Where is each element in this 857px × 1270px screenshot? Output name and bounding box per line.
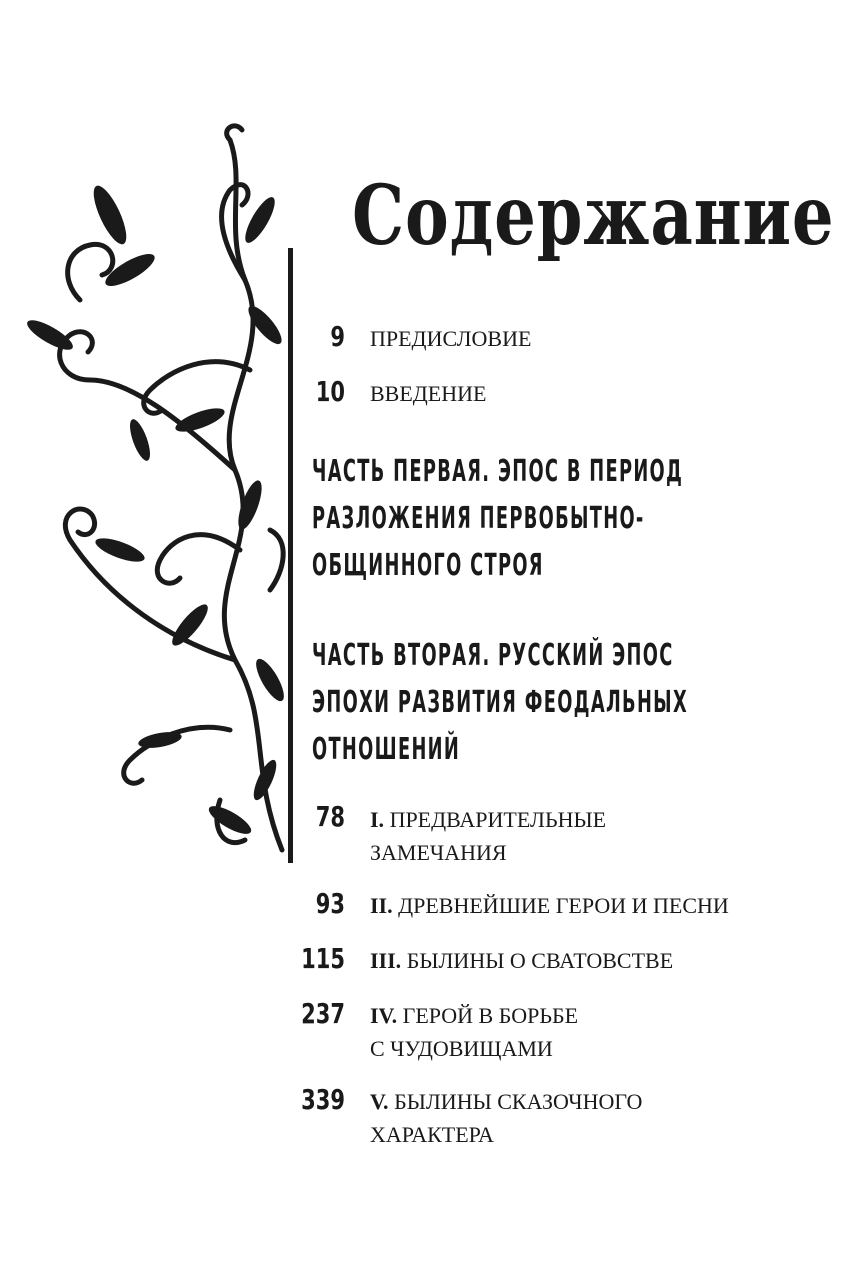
part-heading-line: ОТНОШЕНИЙ xyxy=(312,732,461,767)
page-number: 9 xyxy=(330,320,345,353)
toc-entry-chapter-4 xyxy=(370,999,578,1065)
chapter-numeral: V. xyxy=(370,1089,389,1114)
chapter-title: ПРЕДВАРИТЕЛЬНЫЕ xyxy=(389,807,607,832)
chapter-title: ДРЕВНЕЙШИЕ ГЕРОИ И ПЕСНИ xyxy=(398,893,729,918)
chapter-numeral: I. xyxy=(370,807,385,832)
part-heading-line: ЭПОХИ РАЗВИТИЯ ФЕОДАЛЬНЫХ xyxy=(312,685,689,720)
chapter-numeral: III. xyxy=(370,948,402,973)
part-heading-line: ЧАСТЬ ВТОРАЯ. РУССКИЙ ЭПОС xyxy=(312,638,674,673)
toc-entry-chapter-1 xyxy=(370,803,606,869)
part-heading-second xyxy=(312,632,734,773)
page-number: 78 xyxy=(315,800,345,833)
toc-entry-preface: ПРЕДИСЛОВИЕ xyxy=(370,326,532,351)
page-title: Содержание xyxy=(352,168,835,264)
toc-entry-chapter-2 xyxy=(370,889,729,922)
toc-entry-chapter-5 xyxy=(370,1085,642,1151)
toc-entry-chapter-3 xyxy=(370,944,673,977)
chapter-numeral: IV. xyxy=(370,1003,398,1028)
chapter-title-continued: С ЧУДОВИЩАМИ xyxy=(370,1036,553,1061)
page-number: 115 xyxy=(301,942,345,975)
chapter-title: БЫЛИНЫ О СВАТОВСТВЕ xyxy=(406,948,674,973)
page-number: 237 xyxy=(301,997,345,1030)
part-heading-line: ОБЩИННОГО СТРОЯ xyxy=(312,548,544,583)
chapter-title: БЫЛИНЫ СКАЗОЧНОГО xyxy=(394,1089,643,1114)
floral-ornament xyxy=(20,120,295,870)
chapter-title-continued: ЗАМЕЧАНИЯ xyxy=(370,840,507,865)
page-number: 93 xyxy=(315,887,345,920)
chapter-title-continued: ХАРАКТЕРА xyxy=(370,1122,494,1147)
part-heading-first xyxy=(312,448,734,589)
toc-entry-introduction: ВВЕДЕНИЕ xyxy=(370,381,487,406)
part-heading-line: ЧАСТЬ ПЕРВАЯ. ЭПОС В ПЕРИОД xyxy=(312,454,684,489)
page-number: 10 xyxy=(315,375,345,408)
chapter-title: ГЕРОЙ В БОРЬБЕ xyxy=(402,1003,579,1028)
chapter-numeral: II. xyxy=(370,893,393,918)
part-heading-line: РАЗЛОЖЕНИЯ ПЕРВОБЫТНО- xyxy=(312,501,645,536)
page-number: 339 xyxy=(301,1083,345,1116)
